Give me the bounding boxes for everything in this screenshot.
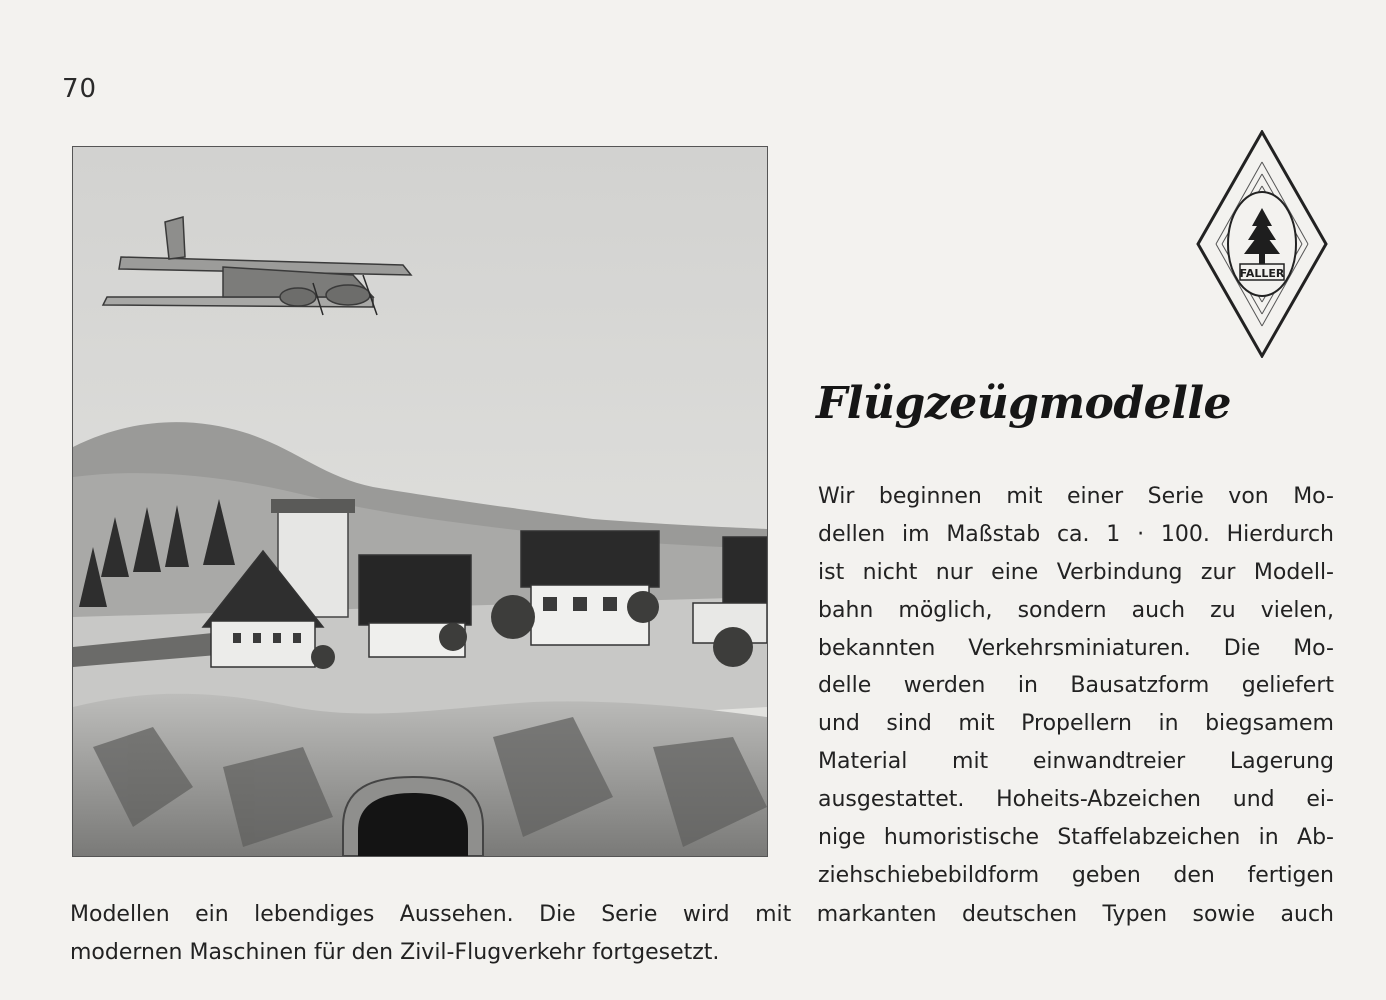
text-line: dellen im Maßstab ca. 1 · 100. Hierdurch [818, 521, 1334, 547]
text-line: Wir beginnen mit einer Serie von Mo- [818, 484, 1334, 509]
article-heading: Flügzeügmodelle [816, 378, 1232, 429]
text-line: bahn möglich, sondern auch zu vielen, [818, 597, 1334, 623]
text-line: ist nicht nur eine Verbindung zur Modell- [818, 559, 1334, 585]
text-line: und sind mit Propellern in biegsamem [818, 711, 1334, 737]
faller-diamond-fir-tree-logo [1196, 130, 1328, 358]
article-full-width-text [70, 896, 1334, 972]
text-line: nige humoristische Staffelabzeichen in Ab- [818, 825, 1334, 851]
airplane-over-model-village-photo [72, 146, 768, 857]
text-line: ausgestattet. Hoheits-Abzeichen und ei- [818, 787, 1334, 813]
text-line: Material mit einwandtreier Lagerung [818, 749, 1334, 775]
text-line: delle werden in Bausatzform geliefert [818, 673, 1334, 699]
text-line: Modellen ein lebendiges Aussehen. Die Serie wird mit markanten deutschen Typen sowie auch [70, 902, 1334, 927]
text-line: ziehschiebebildform geben den fertigen [818, 862, 1334, 888]
logo-label: FALLER [1239, 267, 1285, 280]
text-line: bekannten Verkehrsminiaturen. Die Mo- [818, 635, 1334, 661]
page-number: 70 [62, 74, 98, 104]
article-column-text [818, 478, 1334, 895]
text-line: modernen Maschinen für den Zivil-Flugverkehr fortgesetzt. [70, 939, 720, 965]
